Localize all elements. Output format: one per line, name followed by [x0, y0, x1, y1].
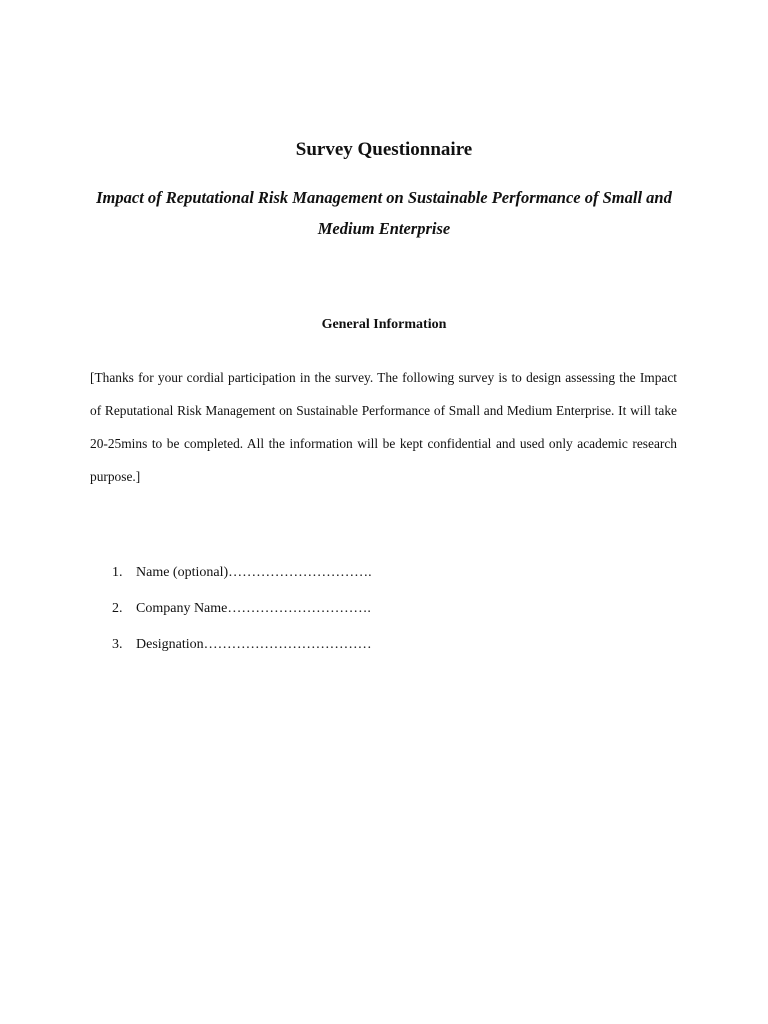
- field-label: Name (optional)………………………….: [136, 565, 372, 580]
- page-subtitle: Impact of Reputational Risk Management on Sustainable Performance of Small and Medium Enterprise: [96, 188, 672, 238]
- field-label: Company Name………………………….: [136, 601, 371, 616]
- intro-paragraph: [Thanks for your cordial participation in the survey. The following survey is to design assessing the Impact of Reputational Risk Management on Sustainable Performance of Small and Medium Enterprise. It will take 20-25mins to be completed. All the information will be kept confidential and used only academic research purpose.]: [90, 370, 677, 484]
- field-number: 2.: [112, 601, 123, 616]
- section-heading: General Information: [321, 317, 447, 332]
- field-label: Designation………………………………: [136, 637, 372, 652]
- field-number: 3.: [112, 637, 123, 652]
- page-title: Survey Questionnaire: [295, 139, 473, 160]
- field-company-name: [112, 595, 512, 631]
- field-name: [112, 559, 512, 595]
- field-number: 1.: [112, 565, 123, 580]
- info-field-list: [112, 559, 512, 667]
- field-designation: [112, 631, 512, 667]
